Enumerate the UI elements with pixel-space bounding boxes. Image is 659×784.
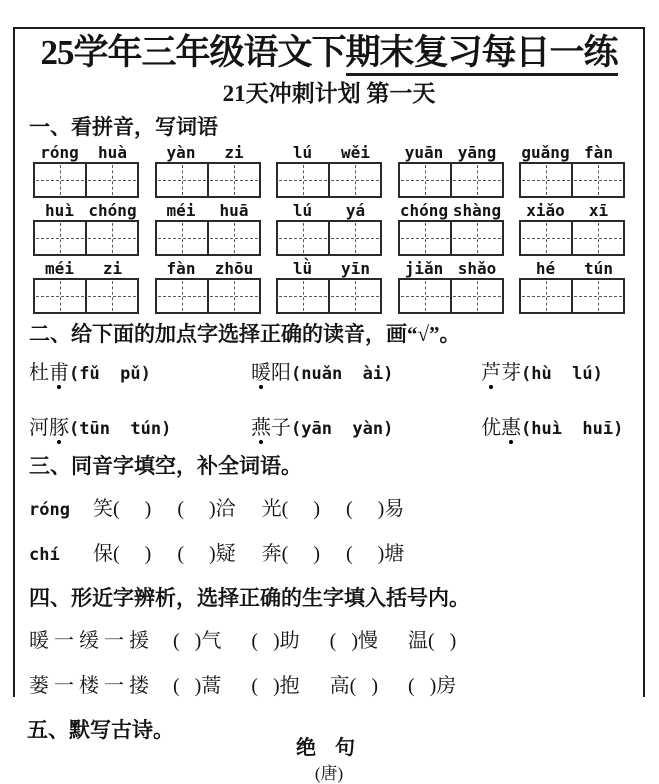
writing-grid <box>155 278 261 314</box>
pinyin-labels <box>33 144 139 162</box>
writing-cell <box>328 280 380 312</box>
fill-blank-word: 温( ) <box>407 630 457 652</box>
pinyin-labels <box>155 202 261 220</box>
writing-cell <box>157 280 207 312</box>
writing-cell <box>85 280 137 312</box>
pinyin-labels <box>155 260 261 278</box>
pinyin-word-group <box>276 144 382 198</box>
word-char: 杜 <box>29 362 49 384</box>
fill-blank-word: ( )疑 <box>177 543 236 565</box>
writing-grid <box>519 220 625 256</box>
writing-cell <box>278 222 328 254</box>
pinyin-syllable: shàng <box>452 201 502 220</box>
writing-cell <box>328 164 380 196</box>
pinyin-syllable: jiǎn <box>404 259 444 278</box>
word-char: 子 <box>271 417 291 439</box>
writing-cell <box>521 280 571 312</box>
pinyin-options: (tūn tún) <box>69 419 172 439</box>
writing-grid <box>398 162 504 198</box>
dotted-char: 甫 <box>49 356 69 385</box>
pinyin-syllable: zhōu <box>214 259 254 278</box>
writing-cell <box>328 222 380 254</box>
dotted-char: 惠 <box>501 411 521 440</box>
pinyin-word-group <box>398 202 504 256</box>
fill-blank-word: ( )蒿 <box>173 675 222 697</box>
fill-blank-word: 奔( ) <box>261 543 320 565</box>
writing-cell <box>35 164 85 196</box>
fill-blank-word: ( )易 <box>345 498 405 520</box>
writing-grid <box>519 162 625 198</box>
writing-cell <box>521 222 571 254</box>
pinyin-word-group <box>33 202 139 256</box>
poem-author-clipped: (唐) <box>314 764 344 783</box>
writing-cell <box>35 280 85 312</box>
title-plain-text: 25学年三年级语文下 <box>40 33 346 72</box>
writing-grid <box>155 220 261 256</box>
pinyin-syllable: fàn <box>166 259 196 278</box>
writing-cell <box>85 164 137 196</box>
pinyin-word-group <box>276 260 382 314</box>
writing-grid <box>276 278 382 314</box>
writing-cell <box>450 164 502 196</box>
page-title <box>27 32 631 74</box>
reading-choice-item <box>481 411 631 440</box>
pinyin-labels <box>33 202 139 220</box>
pinyin-syllable: xiǎo <box>526 201 565 220</box>
pinyin-syllable: yàn <box>166 143 196 162</box>
pinyin-labels <box>519 202 625 220</box>
writing-cell <box>207 164 259 196</box>
section3-heading: 三、同音字填空，补全词语。 <box>29 454 302 478</box>
fill-blank-word: 高( ) <box>329 675 378 697</box>
pinyin-labels <box>276 260 382 278</box>
section5 <box>27 714 631 783</box>
pinyin-labels <box>155 144 261 162</box>
fill-blank-word: ( )洽 <box>177 498 236 520</box>
pinyin-syllable: guǎng <box>521 143 570 162</box>
pinyin-row-3 <box>27 260 631 314</box>
writing-grid <box>155 162 261 198</box>
pinyin-word-group <box>519 144 625 198</box>
title-underlined-text: 期末复习每日一练 <box>346 33 618 76</box>
pinyin-syllable: fàn <box>584 143 613 162</box>
pinyin-syllable: huà <box>98 143 127 162</box>
fill-blank-word: ( )助 <box>251 630 300 652</box>
pinyin-syllable: róng <box>40 143 79 162</box>
pinyin-syllable: yīn <box>341 259 370 278</box>
writing-cell <box>400 280 450 312</box>
writing-cell <box>450 222 502 254</box>
pinyin-syllable: méi <box>45 259 74 278</box>
pinyin-row-1 <box>27 144 631 198</box>
pinyin-word-group <box>519 202 625 256</box>
pinyin-syllable: xī <box>588 201 609 220</box>
writing-cell <box>571 222 623 254</box>
section2-items <box>29 356 631 440</box>
word-char: 阳 <box>271 362 291 384</box>
pinyin-syllable: wěi <box>341 143 370 162</box>
similar-chars-group: 蒌 一 楼 一 搂 <box>29 675 149 697</box>
writing-cell <box>571 280 623 312</box>
pinyin-syllable: huā <box>219 201 249 220</box>
fill-blank-word: ( )慢 <box>329 630 378 652</box>
pinyin-word-group <box>398 260 504 314</box>
writing-grid <box>33 278 139 314</box>
pinyin-labels <box>398 202 504 220</box>
fill-blank-word: ( )房 <box>407 675 457 697</box>
fill-blank-word: 保( ) <box>93 543 152 565</box>
writing-cell <box>400 222 450 254</box>
word-char: 优 <box>481 417 501 439</box>
pinyin-labels <box>33 260 139 278</box>
pinyin-options: (hù lú) <box>521 364 603 384</box>
writing-cell <box>571 164 623 196</box>
pinyin-labels <box>398 144 504 162</box>
pinyin-options: (yān yàn) <box>291 419 394 439</box>
writing-cell <box>278 164 328 196</box>
writing-cell <box>207 222 259 254</box>
writing-grid <box>276 162 382 198</box>
pinyin-syllable: tún <box>584 259 613 278</box>
writing-cell <box>450 280 502 312</box>
dotted-char: 燕 <box>251 411 271 440</box>
dotted-char: 芦 <box>481 356 501 385</box>
reading-choice-item <box>251 356 481 385</box>
pinyin-word-group <box>519 260 625 314</box>
pinyin-word-group <box>33 260 139 314</box>
pinyin-syllable: yuān <box>404 143 444 162</box>
writing-grid <box>519 278 625 314</box>
homophone-row <box>29 492 631 521</box>
writing-cell <box>278 280 328 312</box>
fill-blank-word: ( )气 <box>173 630 222 652</box>
pinyin-options: (fǔ pǔ) <box>69 364 151 384</box>
pinyin-syllable: hé <box>535 259 556 278</box>
pinyin-word-group <box>33 144 139 198</box>
pinyin-word-group <box>276 202 382 256</box>
similar-chars-row <box>29 669 631 698</box>
pinyin-syllable: chóng <box>88 201 137 220</box>
pinyin-syllable: zi <box>224 143 244 162</box>
writing-cell <box>85 222 137 254</box>
homophone-row <box>29 537 631 566</box>
pinyin-labels <box>276 202 382 220</box>
similar-chars-row <box>29 624 631 653</box>
section5-heading: 五、默写古诗。 <box>27 718 174 742</box>
worksheet-border-frame <box>13 27 645 783</box>
page-subtitle: 21天冲刺计划 第一天 <box>222 81 436 106</box>
writing-cell <box>157 164 207 196</box>
reading-choice-item <box>251 411 481 440</box>
pinyin-labels <box>276 144 382 162</box>
writing-grid <box>276 220 382 256</box>
pinyin-labels <box>519 260 625 278</box>
pinyin-syllable: méi <box>166 201 196 220</box>
pinyin-word-group <box>155 260 261 314</box>
pinyin-label: chí <box>29 545 60 565</box>
pinyin-label: róng <box>29 500 70 520</box>
pinyin-options: (nuǎn ài) <box>291 364 394 384</box>
writing-cell <box>400 164 450 196</box>
pinyin-syllable: lú <box>292 143 313 162</box>
fill-blank-word: ( )塘 <box>345 543 405 565</box>
writing-cell <box>521 164 571 196</box>
pinyin-syllable: zi <box>102 259 123 278</box>
section4-heading: 四、形近字辨析，选择正确的生字填入括号内。 <box>29 586 470 610</box>
pinyin-syllable: lú <box>292 201 313 220</box>
section1-heading: 一、看拼音，写词语 <box>29 115 218 139</box>
pinyin-word-group <box>155 202 261 256</box>
dotted-char: 暖 <box>251 356 271 385</box>
writing-cell <box>157 222 207 254</box>
similar-chars-group: 暖 一 缓 一 援 <box>29 630 149 652</box>
fill-blank-word: 光( ) <box>261 498 320 520</box>
pinyin-syllable: chóng <box>399 201 449 220</box>
pinyin-word-group <box>398 144 504 198</box>
poem-title: 绝 句 <box>296 737 362 759</box>
section2-heading: 二、给下面的加点字选择正确的读音，画“√”。 <box>29 322 461 346</box>
pinyin-row-2 <box>27 202 631 256</box>
writing-cell <box>35 222 85 254</box>
writing-grid <box>33 162 139 198</box>
pinyin-syllable: shǎo <box>457 259 497 278</box>
pinyin-labels <box>398 260 504 278</box>
writing-grid <box>33 220 139 256</box>
writing-grid <box>398 220 504 256</box>
writing-cell <box>207 280 259 312</box>
dotted-char: 豚 <box>49 411 69 440</box>
pinyin-syllable: yāng <box>457 143 497 162</box>
pinyin-word-group <box>155 144 261 198</box>
reading-choice-item <box>29 411 251 440</box>
word-char: 河 <box>29 417 49 439</box>
reading-choice-item <box>481 356 631 385</box>
writing-grid <box>398 278 504 314</box>
pinyin-syllable: huì <box>45 201 74 220</box>
pinyin-labels <box>519 144 625 162</box>
pinyin-syllable: yá <box>345 201 366 220</box>
fill-blank-word: 笑( ) <box>93 498 152 520</box>
fill-blank-word: ( )抱 <box>251 675 300 697</box>
pinyin-options: (huì huī) <box>521 419 624 439</box>
word-char: 芽 <box>501 362 521 384</box>
pinyin-syllable: lǜ <box>292 259 313 278</box>
reading-choice-item <box>29 356 251 385</box>
